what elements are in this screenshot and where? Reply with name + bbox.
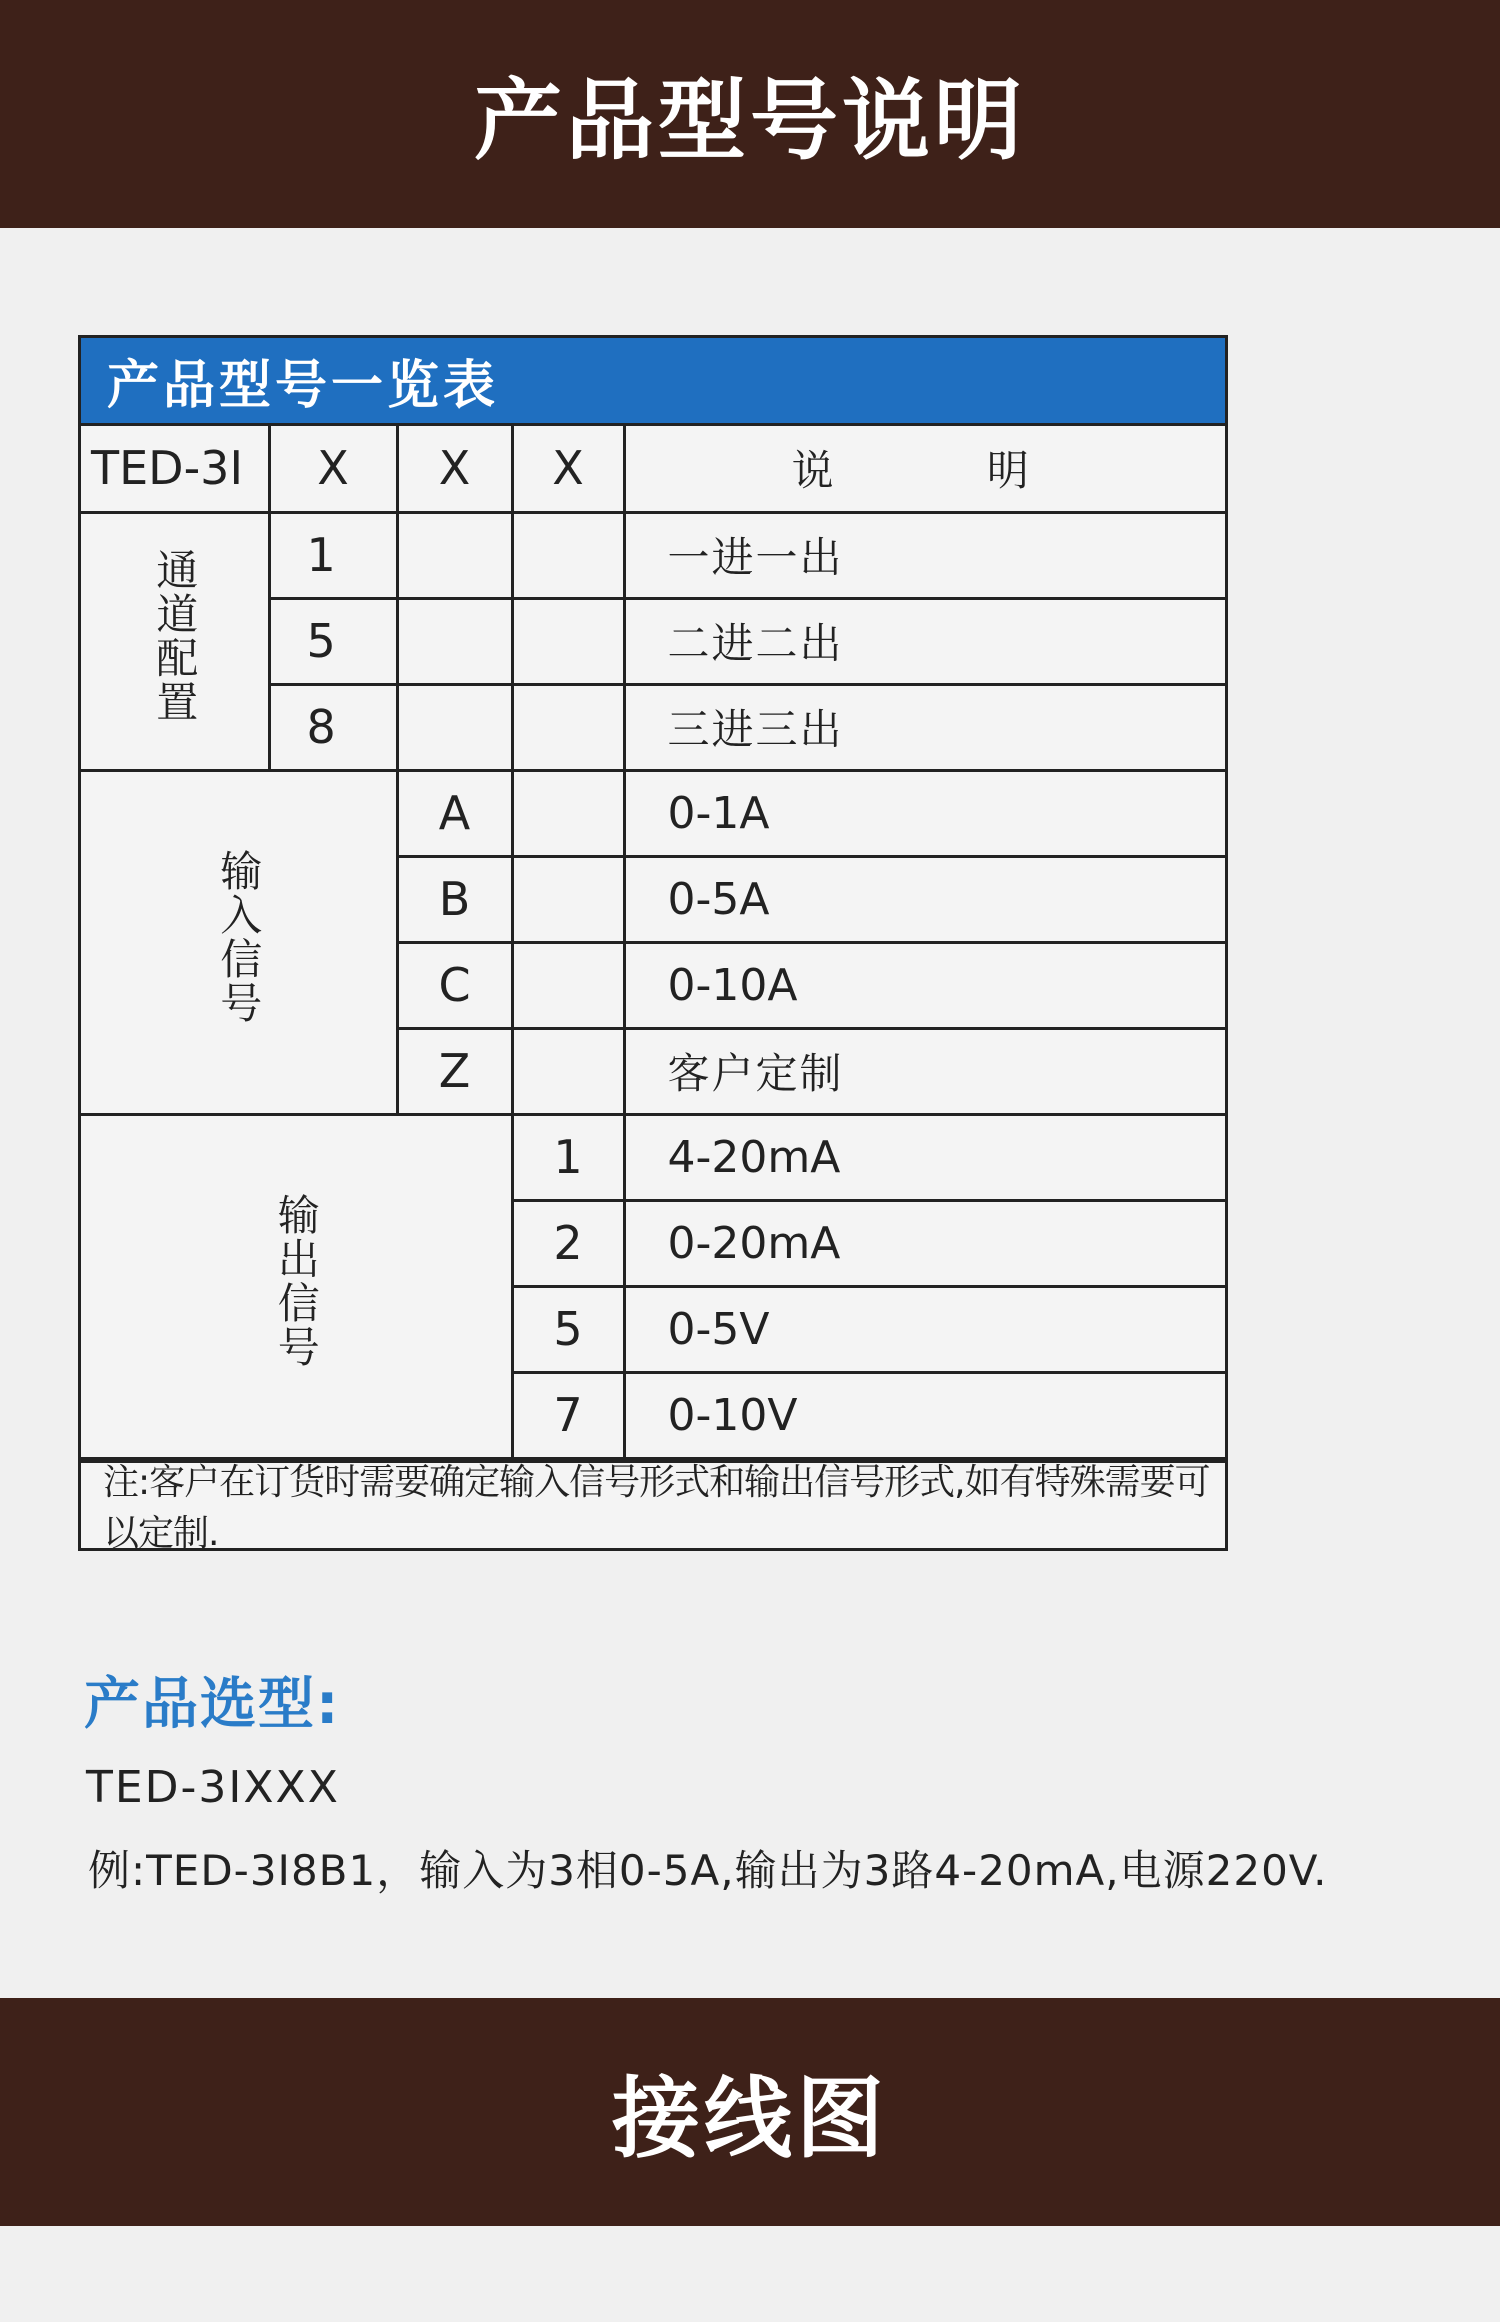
input-desc: 0-5A <box>624 856 1225 942</box>
channel-desc: 一进一出 <box>624 512 1225 598</box>
channel-group-label: 通道配置 <box>81 512 269 770</box>
channel-desc: 二进二出 <box>624 598 1225 684</box>
header-x1: X <box>269 426 397 512</box>
input-code: A <box>397 770 512 856</box>
output-group-label: 输出信号 <box>81 1114 512 1458</box>
input-code: Z <box>397 1028 512 1114</box>
table-row <box>81 770 1225 856</box>
output-desc: 4-20mA <box>624 1114 1225 1200</box>
spec-table <box>81 426 1225 1460</box>
selection-model: TED-3IXXX <box>86 1762 340 1813</box>
output-code: 1 <box>512 1114 624 1200</box>
input-desc: 0-1A <box>624 770 1225 856</box>
input-code: C <box>397 942 512 1028</box>
input-code: B <box>397 856 512 942</box>
header-desc: 说 明 <box>624 426 1225 512</box>
header-title: 产品型号说明 <box>473 69 1026 172</box>
table-row <box>81 1114 1225 1200</box>
input-group-label: 输入信号 <box>81 770 397 1114</box>
output-code: 7 <box>512 1372 624 1458</box>
channel-desc: 三进三出 <box>624 684 1225 770</box>
output-desc: 0-5V <box>624 1286 1225 1372</box>
table-title: 产品型号一览表 <box>81 338 1225 426</box>
table-row <box>81 512 1225 598</box>
channel-code: 1 <box>269 512 397 598</box>
header-x2: X <box>397 426 512 512</box>
header-x3: X <box>512 426 624 512</box>
header-model: TED-3I <box>81 426 269 512</box>
input-desc: 0-10A <box>624 942 1225 1028</box>
output-code: 2 <box>512 1200 624 1286</box>
input-desc: 客户定制 <box>624 1028 1225 1114</box>
model-table <box>78 335 1228 1554</box>
selection-title: 产品选型: <box>84 1672 341 1737</box>
channel-code: 8 <box>269 684 397 770</box>
output-code: 5 <box>512 1286 624 1372</box>
output-desc: 0-10V <box>624 1372 1225 1458</box>
footer-title: 接线图 <box>611 2067 888 2170</box>
table-note: 注:客户在订货时需要确定输入信号形式和输出信号形式,如有特殊需要可以定制. <box>81 1460 1225 1548</box>
selection-example: 例:TED-3I8B1，输入为3相0-5A,输出为3路4-20mA,电源220V. <box>88 1846 1328 1895</box>
output-desc: 0-20mA <box>624 1200 1225 1286</box>
channel-code: 5 <box>269 598 397 684</box>
page-header <box>0 0 1500 228</box>
wiring-section-header <box>0 1998 1500 2226</box>
table-header-row <box>81 426 1225 512</box>
